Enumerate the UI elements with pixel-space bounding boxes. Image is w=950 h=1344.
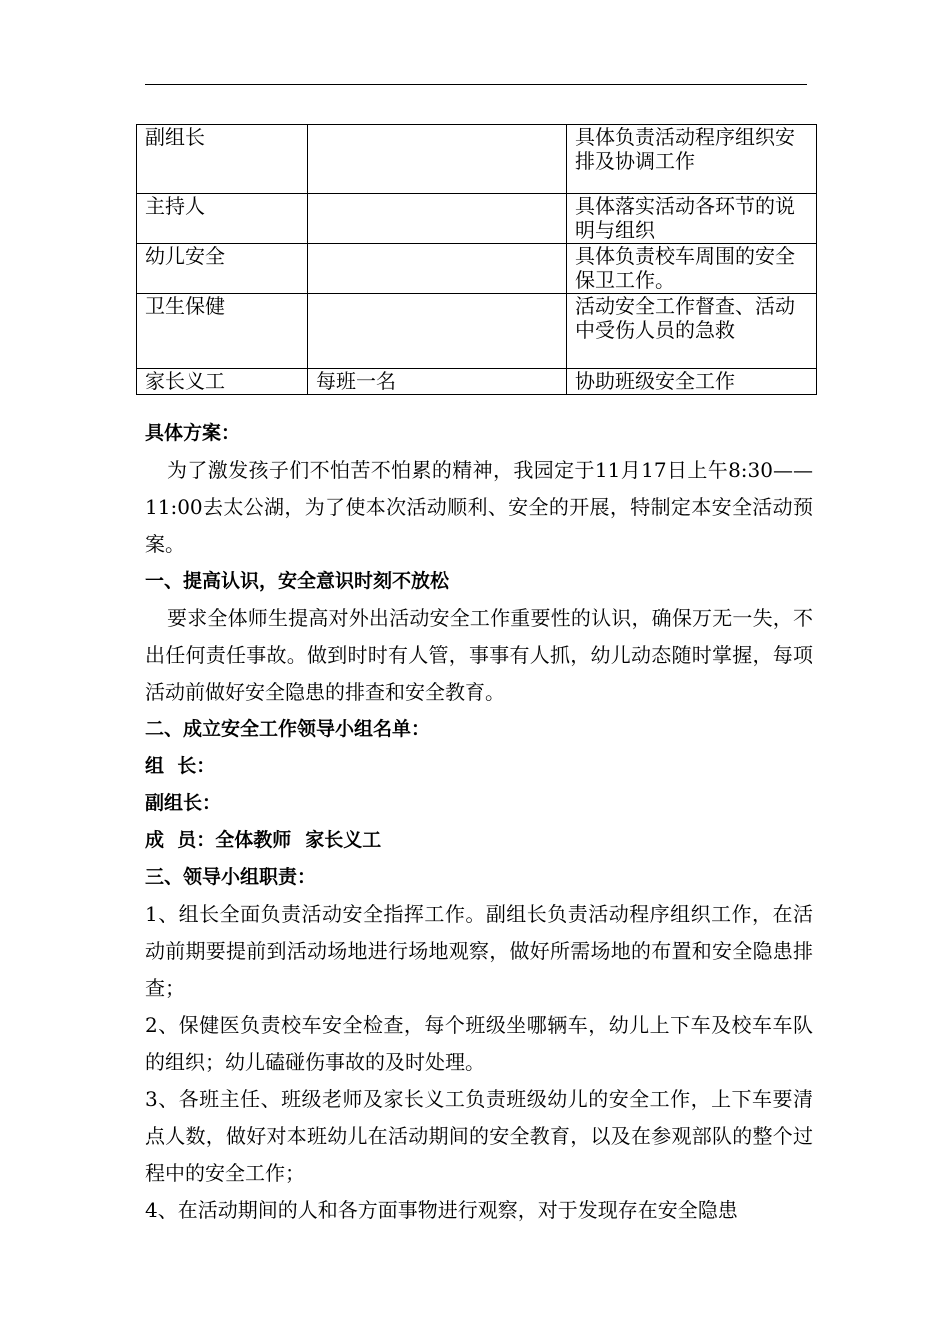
plan-heading: 具体方案： bbox=[145, 422, 241, 444]
section2-heading: 二、成立安全工作领导小组名单： bbox=[145, 718, 431, 740]
deputy-line: 副组长： bbox=[145, 792, 222, 814]
role-cell: 主持人 bbox=[137, 194, 308, 244]
role-cell: 家长义工 bbox=[137, 369, 308, 395]
members-line bbox=[145, 822, 813, 859]
leader-line: 组 长： bbox=[145, 755, 216, 777]
duty-paragraph-3: 3、各班主任、班级老师及家长义工负责班级幼儿的安全工作，上下车要清点人数，做好对本班幼儿在活动期间的安全教育，以及在参观部队的整个过程中的安全工作； bbox=[145, 1087, 813, 1185]
duty-cell: 协助班级安全工作 bbox=[567, 369, 817, 395]
role-cell: 幼儿安全 bbox=[137, 244, 308, 294]
intro-paragraph: 为了激发孩子们不怕苦不怕累的精神，我园定于11月17日上午8:30——11:00去太公湖，为了使本次活动顺利、安全的开展，特制定本安全活动预案。 bbox=[145, 458, 813, 556]
duty-cell: 具体落实活动各环节的说明与组织 bbox=[567, 194, 817, 244]
table-row bbox=[137, 369, 817, 395]
section3-heading: 三、领导小组职责： bbox=[145, 866, 317, 888]
person-cell bbox=[308, 125, 567, 194]
person-cell bbox=[308, 194, 567, 244]
role-cell: 卫生保健 bbox=[137, 294, 308, 369]
duty-paragraph-1: 1、组长全面负责活动安全指挥工作。副组长负责活动程序组织工作，在活动前期要提前到活动场地进行场地观察，做好所需场地的布置和安全隐患排查； bbox=[145, 902, 813, 1000]
table-row bbox=[137, 194, 817, 244]
roles-table bbox=[136, 124, 817, 395]
duty-cell: 具体负责活动程序组织安排及协调工作 bbox=[567, 125, 817, 194]
duty-cell: 活动安全工作督查、活动中受伤人员的急救 bbox=[567, 294, 817, 369]
person-cell: 每班一名 bbox=[308, 369, 567, 395]
duty-paragraph-4: 4、在活动期间的人和各方面事物进行观察，对于发现存在安全隐患 bbox=[145, 1198, 738, 1222]
duty-cell: 具体负责校车周围的安全保卫工作。 bbox=[567, 244, 817, 294]
members-extra: 家长义工 bbox=[305, 829, 382, 851]
section1-heading: 一、提高认识，安全意识时刻不放松 bbox=[145, 570, 450, 592]
table-row bbox=[137, 294, 817, 369]
members-label: 成 员：全体教师 bbox=[145, 829, 292, 851]
role-cell: 副组长 bbox=[137, 125, 308, 194]
body-text bbox=[145, 415, 813, 1229]
duty-paragraph-2: 2、保健医负责校车安全检查，每个班级坐哪辆车，幼儿上下车及校车车队的组织；幼儿磕碰伤事故的及时处理。 bbox=[145, 1013, 813, 1074]
section1-paragraph: 要求全体师生提高对外出活动安全工作重要性的认识，确保万无一失，不出任何责任事故。做到时时有人管，事事有人抓，幼儿动态随时掌握，每项活动前做好安全隐患的排查和安全教育。 bbox=[145, 606, 813, 704]
person-cell bbox=[308, 294, 567, 369]
person-cell bbox=[308, 244, 567, 294]
header-rule bbox=[145, 84, 807, 85]
table-row bbox=[137, 244, 817, 294]
table-row bbox=[137, 125, 817, 194]
